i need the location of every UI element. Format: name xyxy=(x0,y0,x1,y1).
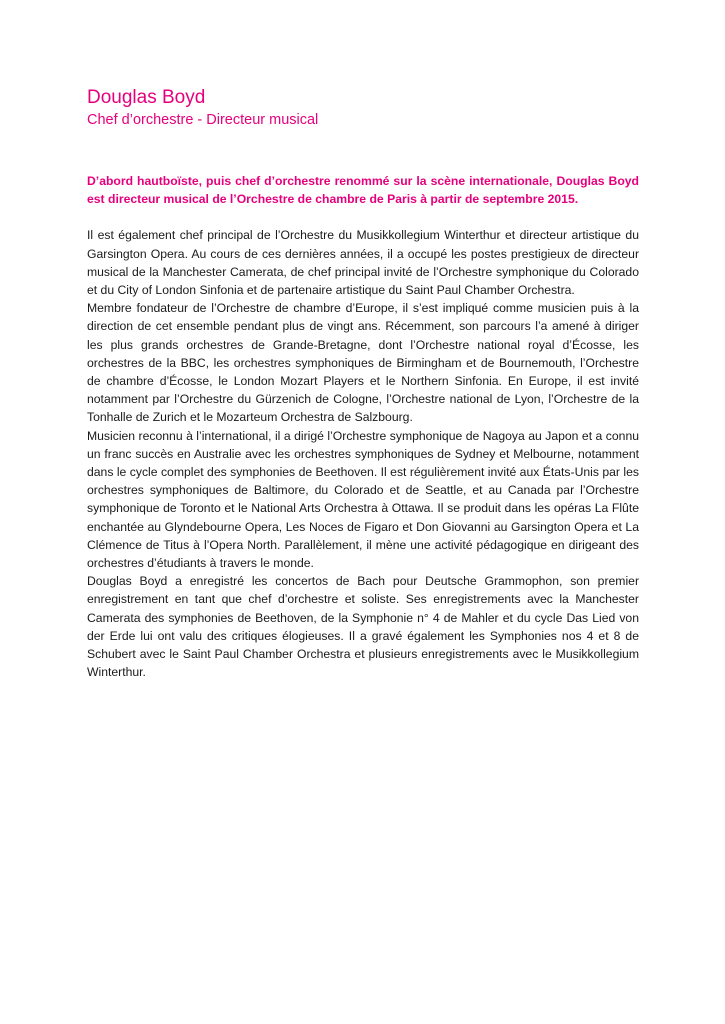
intro-paragraph: D’abord hautboïste, puis chef d’orchestre renommé sur la scène internationale, Douglas Boyd est directeur musical de l’Orchestre de chambre de Paris à partir de septembre 2015. xyxy=(87,174,639,207)
page-subtitle: Chef d’orchestre - Directeur musical xyxy=(87,112,319,128)
body-paragraph-3: Musicien reconnu à l’international, il a dirigé l’Orchestre symphonique de Nagoya au Japon et a connu un franc succès en Australie avec les orchestres symphoniques de Sydney et Melbourne, notamment dans le cycle complet des symphonies de Beethoven. Il est régulièrement invité aux États-Unis par les orchestres symphoniques de Baltimore, du Colorado et de Seattle, et au Canada par l’Orchestre symphonique de Toronto et le National Arts Orchestra à Ottawa. Il se produit dans les opéras La Flûte enchantée au Glyndebourne Opera, Les Noces de Figaro et Don Giovanni au Garsington Opera et La Clémence de Titus à l’Opera North. Parallèlement, il mène une activité pédagogique en dirigeant des orchestres d’étudiants à travers le monde. xyxy=(87,428,639,571)
header xyxy=(87,86,647,130)
page-title: Douglas Boyd xyxy=(87,87,206,108)
body-paragraph-1: Il est également chef principal de l’Orchestre du Musikkollegium Winterthur et directeur artistique du Garsington Opera. Au cours de ces dernières années, il a occupé les postes prestigieux de directeur musical de la Manchester Camerata, de chef principal invité de l’Orchestre symphonique du Colorado et du City of London Sinfonia et de partenaire artistique du Saint Paul Chamber Orchestra. xyxy=(87,228,639,298)
body-paragraph-4: Douglas Boyd a enregistré les concertos de Bach pour Deutsche Grammophon, son premier enregistrement en tant que chef d’orchestre et soliste. Ses enregistrements avec la Manchester Camerata des symphonies de Beethoven, de la Symphonie n° 4 de Mahler et du cycle Das Lied von der Erde lui ont valu des critiques élogieuses. Il a gravé également les Symphonies nos 4 et 8 de Schubert avec le Saint Paul Chamber Orchestra et plusieurs enregistrements avec le Musikkollegium Winterthur. xyxy=(87,574,639,680)
body-paragraph-2: Membre fondateur de l’Orchestre de chambre d’Europe, il s’est impliqué comme musicien puis à la direction de cet ensemble pendant plus de vingt ans. Récemment, son parcours l’a amené à diriger les plus grands orchestres de Grande-Bretagne, dont l’Orchestre national royal d’Écosse, les orchestres de la BBC, les orchestres symphoniques de Birmingham et de Bournemouth, l’Orchestre de chambre d’Écosse, le London Mozart Players et le Northern Sinfonia. En Europe, il est invité notamment par l’Orchestre du Gürzenich de Cologne, l’Orchestre national de Lyon, l’Orchestre de la Tonhalle de Zurich et le Mozarteum Orchestra de Salzbourg. xyxy=(87,301,639,425)
biography-body xyxy=(87,172,639,681)
